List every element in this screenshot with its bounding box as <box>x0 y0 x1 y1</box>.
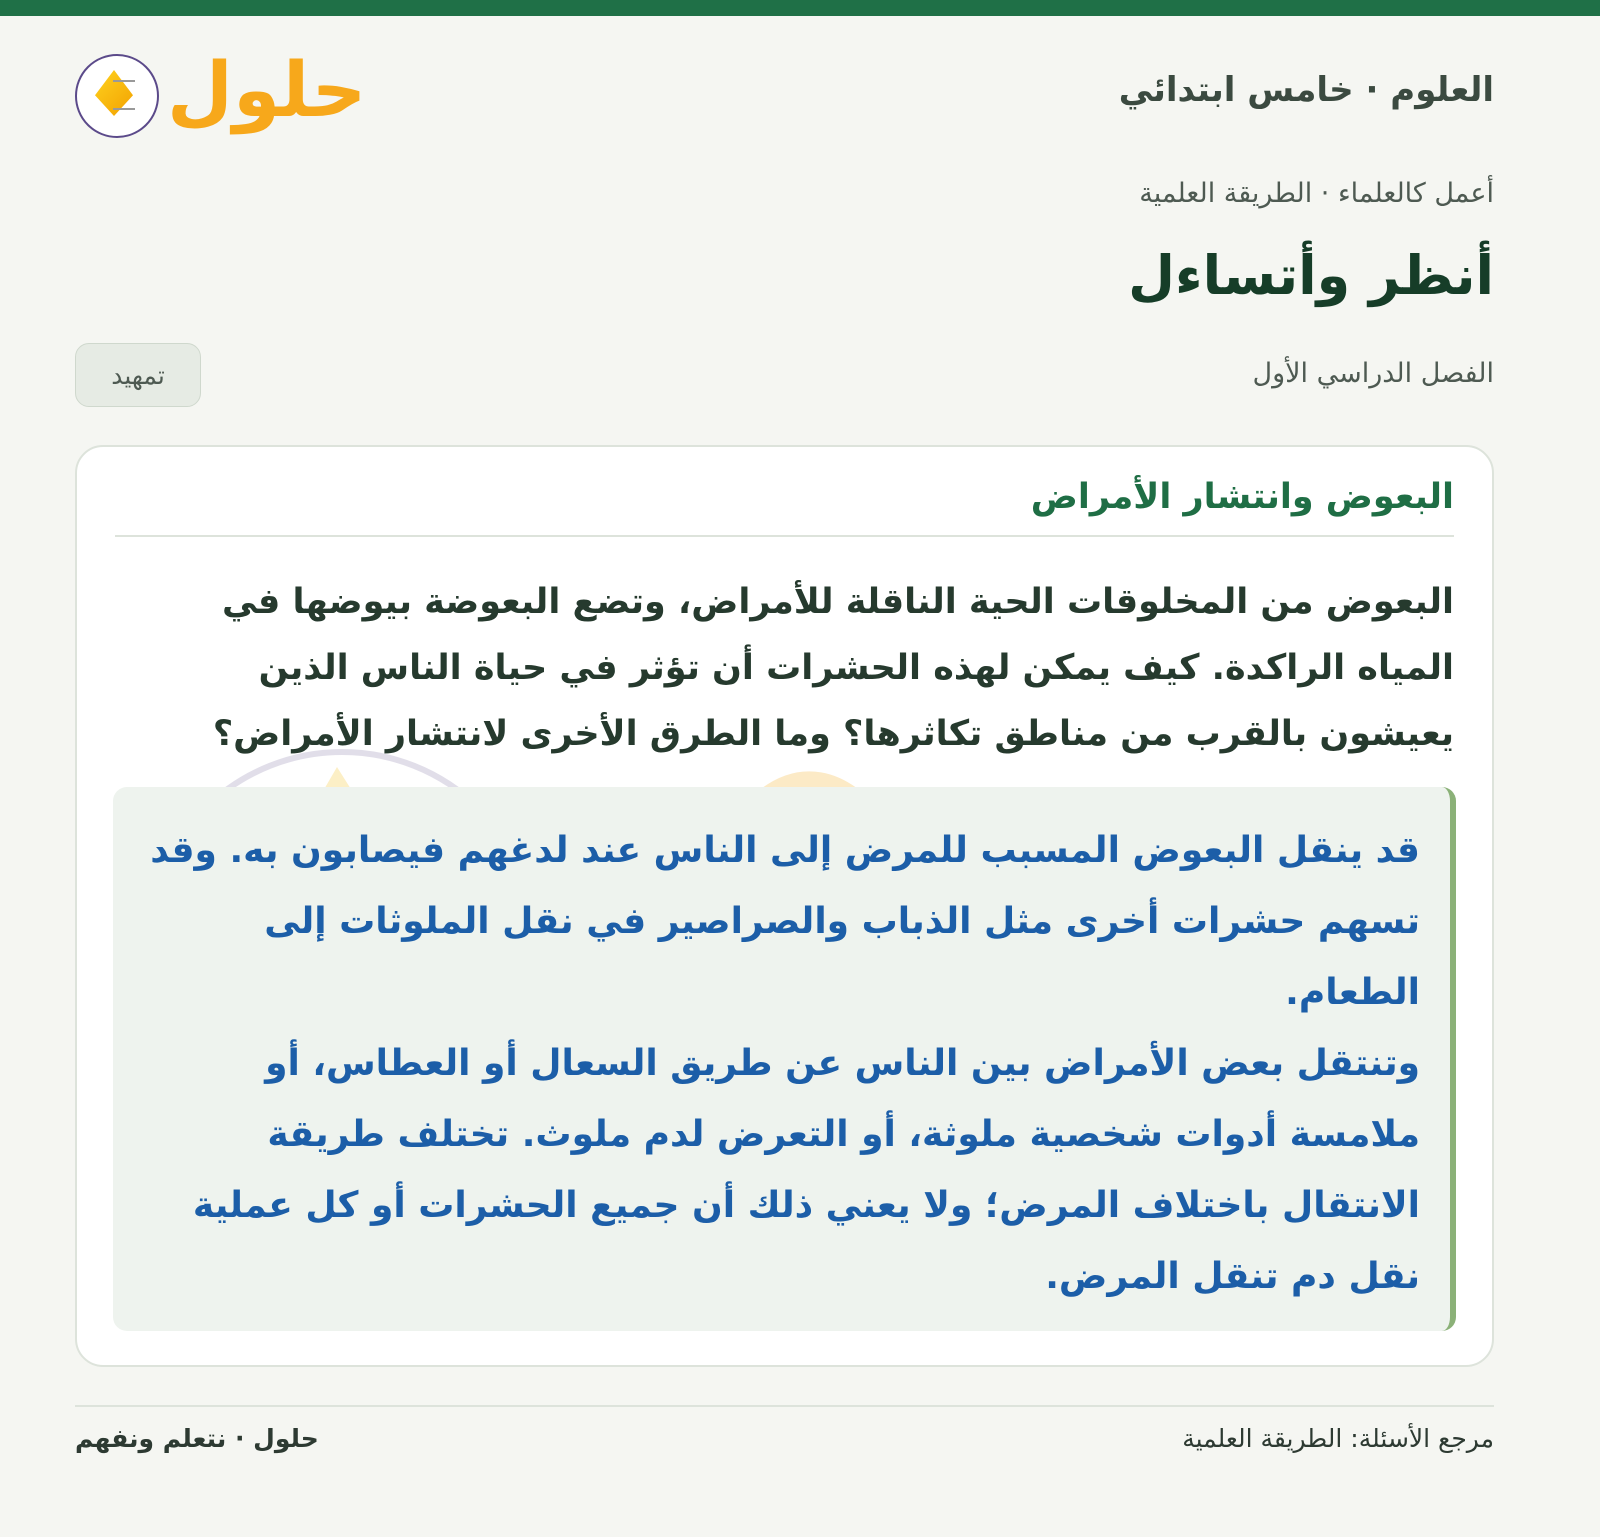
header <box>75 38 1494 148</box>
footer-divider <box>75 1405 1494 1407</box>
answer-paragraph-2: وتنتقل بعض الأمراض بين الناس عن طريق السعال أو العطاس، أو ملامسة أدوات شخصية ملوثة، أو التعرض لدم ملوث. تختلف طريقة الانتقال باختلاف المرض؛ ولا يعني ذلك أن جميع الحشرات أو كل عملية نقل دم تنقل المرض. <box>192 1043 1420 1297</box>
footer-brand: حلول · نتعلم ونفهم <box>75 1424 319 1453</box>
logo-text: حلول <box>167 45 367 134</box>
page-title: أنظر وأتساءل <box>1128 244 1494 307</box>
footer-reference: مرجع الأسئلة: الطريقة العلمية <box>1182 1424 1494 1453</box>
hulul-logo[interactable] <box>75 38 367 148</box>
answer-box <box>113 787 1456 1331</box>
card-title: البعوض وانتشار الأمراض <box>115 477 1454 537</box>
semester-label: الفصل الدراسي الأول <box>1252 358 1494 389</box>
top-accent-bar <box>0 0 1600 16</box>
breadcrumb: أعمل كالعلماء · الطريقة العلمية <box>1139 178 1494 209</box>
answer-paragraph-1: قد ينقل البعوض المسبب للمرض إلى الناس عند لدغهم فيصابون به. وقد تسهم حشرات أخرى مثل الذباب والصراصير في نقل الملوثات إلى الطعام. <box>150 830 1420 1013</box>
intro-tag-button[interactable]: تمهيد <box>75 343 201 407</box>
subject-title: العلوم · خامس ابتدائي <box>1118 70 1494 110</box>
question-text: البعوض من المخلوقات الحية الناقلة للأمراض، وتضع البعوضة بيوضها في المياه الراكدة. كيف يمكن لهذه الحشرات أن تؤثر في حياة الناس الذين يعيشون بالقرب من مناطق تكاثرها؟ وما الطرق الأخرى لانتشار الأمراض؟ <box>212 582 1454 754</box>
logo-page-lines-icon <box>113 80 135 110</box>
question-card <box>75 445 1494 1367</box>
